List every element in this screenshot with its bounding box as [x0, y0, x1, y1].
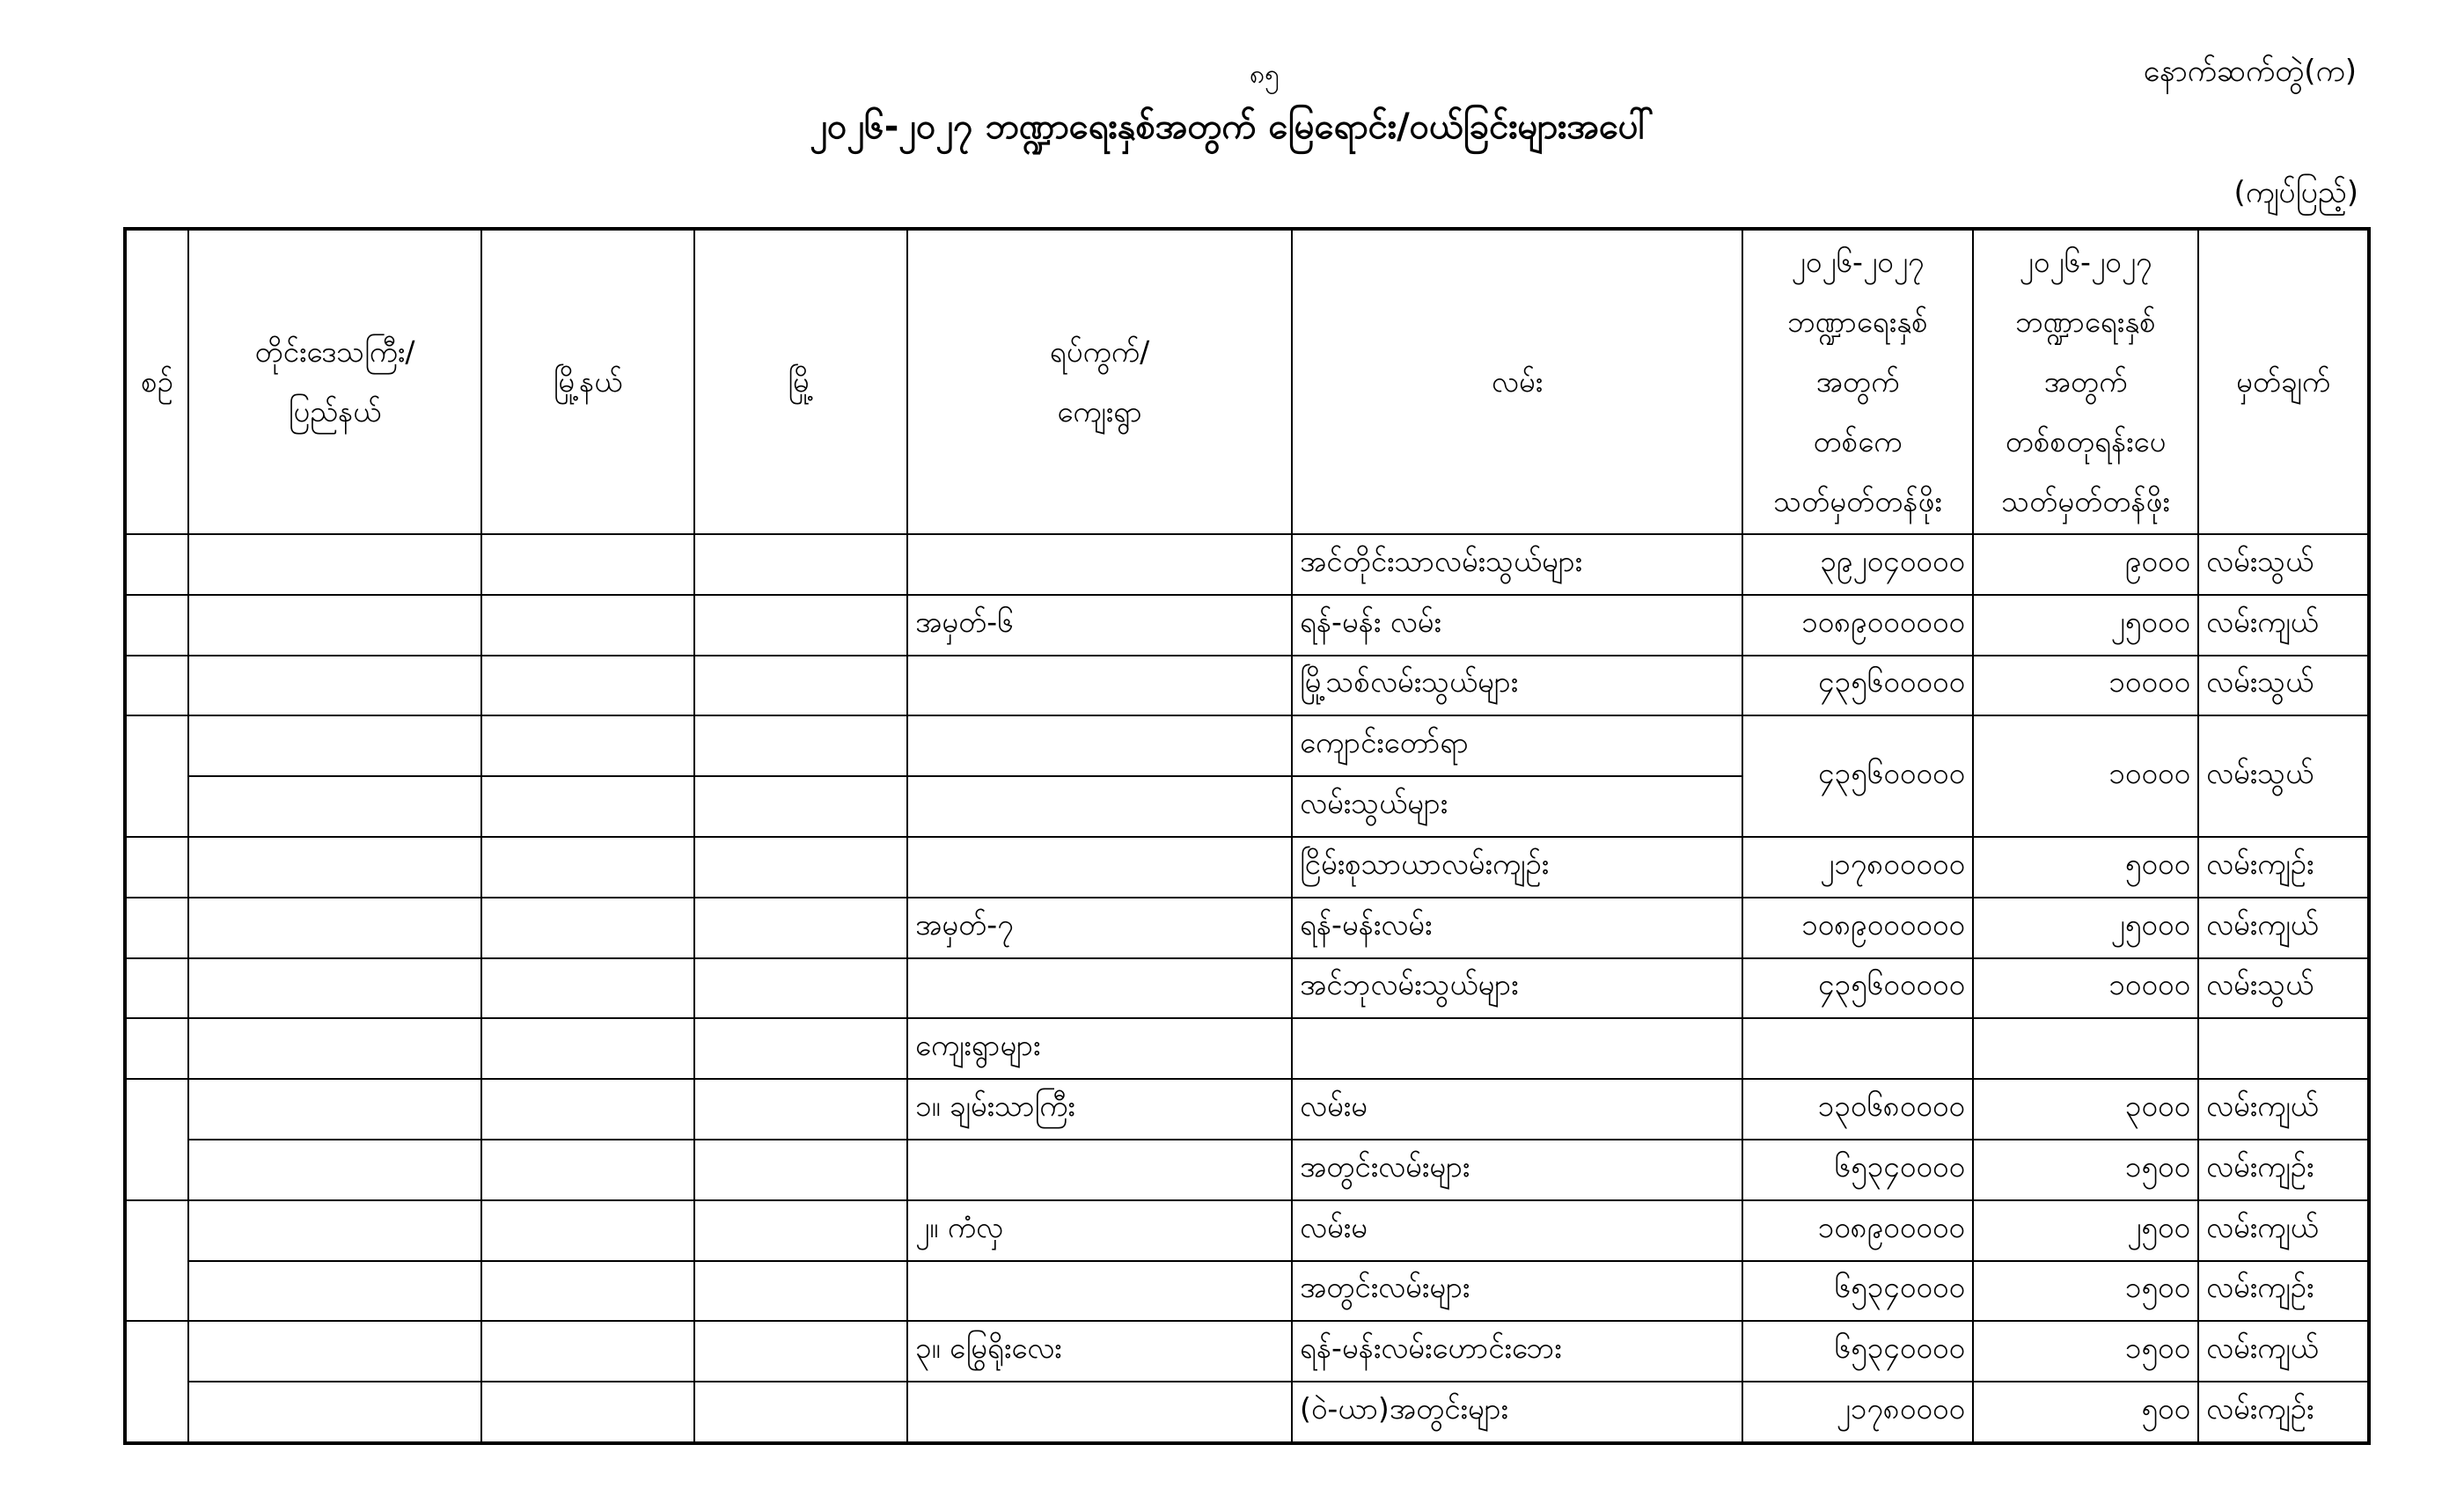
col-ward-line2: ကျေးရွာ	[1057, 394, 1142, 429]
ward-cell: ၁။ ချမ်းသာကြီး	[907, 1079, 1292, 1140]
road-cell: လမ်းမ	[1292, 1079, 1742, 1140]
sqft-value-cell: ၁၀၀၀၀	[1973, 958, 2198, 1019]
remark-cell: လမ်းကျဉ်း	[2198, 1140, 2369, 1200]
acre-value-cell: ၆၅၃၄၀၀၀၀	[1742, 1140, 1973, 1200]
road-cell: မြို့သစ်လမ်းသွယ်များ	[1292, 656, 1742, 716]
col-acre-value-line1: ၂၀၂၆-၂၀၂၇	[1791, 245, 1925, 279]
sqft-value-cell: ၂၅၀၀၀	[1973, 595, 2198, 656]
page-number: ၈၅	[1250, 59, 1280, 90]
acre-value-cell: ၁၀၈၉၀၀၀၀၀	[1742, 1200, 1973, 1261]
table-row	[125, 898, 2369, 958]
sqft-value-cell: ၂၅၀၀၀	[1973, 898, 2198, 958]
table-row	[125, 1321, 2369, 1382]
document-title: ၂၀၂၆-၂၀၂၇ ဘဏ္ဍာရေးနှစ်အတွက် မြေရောင်း/ဝယ်ခြင်းများအပေါ်	[810, 106, 1654, 147]
acre-value-cell: ၄၃၅၆၀၀၀၀၀	[1742, 656, 1973, 716]
col-township: မြို့နယ်	[481, 229, 694, 534]
road-cell: အင်တိုင်းသာလမ်းသွယ်များ	[1292, 534, 1742, 595]
col-acre-value-line4: တစ်ကေ	[1813, 424, 1903, 458]
road-cell: ရန်-မန်းလမ်း	[1292, 898, 1742, 958]
acre-value-cell: ၃၉၂၀၄၀၀၀၀	[1742, 534, 1973, 595]
acre-value-cell	[1742, 1018, 1973, 1079]
col-sqft-value-line5: သတ်မှတ်တန်ဖိုး	[2001, 484, 2170, 518]
remark-cell	[2198, 1018, 2369, 1079]
sqft-value-cell: ၁၀၀၀၀	[1973, 656, 2198, 716]
col-ward	[907, 229, 1292, 534]
sqft-value-cell: ၁၅၀၀	[1973, 1261, 2198, 1322]
remark-cell: လမ်းကျဉ်း	[2198, 1382, 2369, 1443]
remark-cell: လမ်းသွယ်	[2198, 534, 2369, 595]
ward-cell: အမှတ်-၆	[907, 595, 1292, 656]
remark-cell: လမ်းကျယ်	[2198, 1079, 2369, 1140]
sqft-value-cell: ၂၅၀၀	[1973, 1200, 2198, 1261]
ward-cell	[907, 1140, 1292, 1200]
table-row	[125, 656, 2369, 716]
remark-cell: လမ်းကျယ်	[2198, 898, 2369, 958]
road-cell: ရန်-မန်း လမ်း	[1292, 595, 1742, 656]
remark-cell: လမ်းသွယ်	[2198, 958, 2369, 1019]
road-cell: ရန်-မန်းလမ်းဟောင်းဘေး	[1292, 1321, 1742, 1382]
col-acre-value	[1742, 229, 1973, 534]
col-region-line1: တိုင်းဒေသကြီး/	[254, 334, 415, 369]
col-remarks: မှတ်ချက်	[2198, 229, 2369, 534]
acre-value-cell: ၆၅၃၄၀၀၀၀	[1742, 1321, 1973, 1382]
sqft-value-cell: ၁၀၀၀၀	[1973, 715, 2198, 837]
sqft-value-cell: ၉၀၀၀	[1973, 534, 2198, 595]
table-row	[125, 1140, 2369, 1200]
remark-cell: လမ်းကျယ်	[2198, 1200, 2369, 1261]
sqft-value-cell: ၁၅၀၀	[1973, 1321, 2198, 1382]
acre-value-cell: ၁၀၈၉၀၀၀၀၀၀	[1742, 595, 1973, 656]
table-row	[125, 1261, 2369, 1322]
table-row	[125, 958, 2369, 1019]
header-row	[125, 229, 2369, 534]
col-road: လမ်း	[1292, 229, 1742, 534]
remark-cell: လမ်းကျဉ်း	[2198, 837, 2369, 898]
table-row	[125, 837, 2369, 898]
ward-cell	[907, 1382, 1292, 1443]
road-cell-line1: ကျောင်းတော်ရာ	[1292, 715, 1742, 776]
col-ward-line1: ရပ်ကွက်/	[1049, 334, 1150, 369]
col-region	[188, 229, 481, 534]
table-row	[125, 715, 2369, 776]
acre-value-cell: ၁၀၈၉၀၀၀၀၀၀	[1742, 898, 1973, 958]
col-region-line2: ပြည်နယ်	[288, 394, 382, 429]
col-acre-value-line5: သတ်မှတ်တန်ဖိုး	[1773, 484, 1942, 518]
table-row	[125, 1079, 2369, 1140]
sqft-value-cell	[1973, 1018, 2198, 1079]
road-cell: အတွင်းလမ်းများ	[1292, 1261, 1742, 1322]
remark-cell: လမ်းသွယ်	[2198, 656, 2369, 716]
ward-cell	[907, 534, 1292, 595]
sqft-value-cell: ၃၀၀၀	[1973, 1079, 2198, 1140]
ward-cell	[907, 1261, 1292, 1322]
sqft-value-cell: ၅၀၀၀	[1973, 837, 2198, 898]
remark-cell: လမ်းသွယ်	[2198, 715, 2369, 837]
road-cell-line2: လမ်းသွယ်များ	[1292, 776, 1742, 837]
road-cell: လမ်းမ	[1292, 1200, 1742, 1261]
acre-value-cell: ၄၃၅၆၀၀၀၀၀	[1742, 958, 1973, 1019]
table-row	[125, 1200, 2369, 1261]
road-cell: အတွင်းလမ်းများ	[1292, 1140, 1742, 1200]
ward-cell: ၃။ မြွေရိုးလေး	[907, 1321, 1292, 1382]
col-sqft-value-line4: တစ်စတုရန်းပေ	[2005, 424, 2167, 458]
annex-label: နောက်ဆက်တွဲ(က)	[2143, 54, 2357, 89]
col-sr: စဉ်	[125, 229, 188, 534]
remark-cell: လမ်းကျယ်	[2198, 595, 2369, 656]
table-row	[125, 1382, 2369, 1443]
table-row	[125, 1018, 2369, 1079]
table-row	[125, 595, 2369, 656]
acre-value-cell: ၂၁၇၈၀၀၀၀၀	[1742, 837, 1973, 898]
ward-cell: ကျေးရွာများ	[907, 1018, 1292, 1079]
unit-label: (ကျပ်ပြည့်)	[2233, 175, 2358, 210]
table-row	[125, 534, 2369, 595]
remark-cell: လမ်းကျယ်	[2198, 1321, 2369, 1382]
acre-value-cell: ၆၅၃၄၀၀၀၀	[1742, 1261, 1973, 1322]
acre-value-cell: ၁၃၀၆၈၀၀၀၀	[1742, 1079, 1973, 1140]
acre-value-cell: ၂၁၇၈၀၀၀၀	[1742, 1382, 1973, 1443]
col-sqft-value-line3: အတွက်	[2043, 364, 2128, 399]
road-cell: အင်ဘုလမ်းသွယ်များ	[1292, 958, 1742, 1019]
land-value-table	[123, 227, 2371, 1445]
col-town: မြို့	[694, 229, 907, 534]
ward-cell	[907, 958, 1292, 1019]
remark-cell: လမ်းကျဉ်း	[2198, 1261, 2369, 1322]
road-cell: (ဝဲ-ယာ)အတွင်းများ	[1292, 1382, 1742, 1443]
ward-cell	[907, 715, 1292, 776]
road-cell: ငြိမ်းစုသာယာလမ်းကျဉ်း	[1292, 837, 1742, 898]
sqft-value-cell: ၁၅၀၀	[1973, 1140, 2198, 1200]
col-acre-value-line2: ဘဏ္ဍာရေးနှစ်	[1787, 304, 1928, 339]
col-acre-value-line3: အတွက်	[1815, 364, 1900, 399]
ward-cell	[907, 837, 1292, 898]
acre-value-cell: ၄၃၅၆၀၀၀၀၀	[1742, 715, 1973, 837]
sqft-value-cell: ၅၀၀	[1973, 1382, 2198, 1443]
col-sqft-value-line1: ၂၀၂၆-၂၀၂၇	[2019, 245, 2152, 279]
ward-cell	[907, 656, 1292, 716]
col-sqft-value-line2: ဘဏ္ဍာရေးနှစ်	[2015, 304, 2156, 339]
road-cell	[1292, 1018, 1742, 1079]
ward-cell: အမှတ်-၇	[907, 898, 1292, 958]
ward-cell: ၂။ ကံလှ	[907, 1200, 1292, 1261]
col-sqft-value	[1973, 229, 2198, 534]
